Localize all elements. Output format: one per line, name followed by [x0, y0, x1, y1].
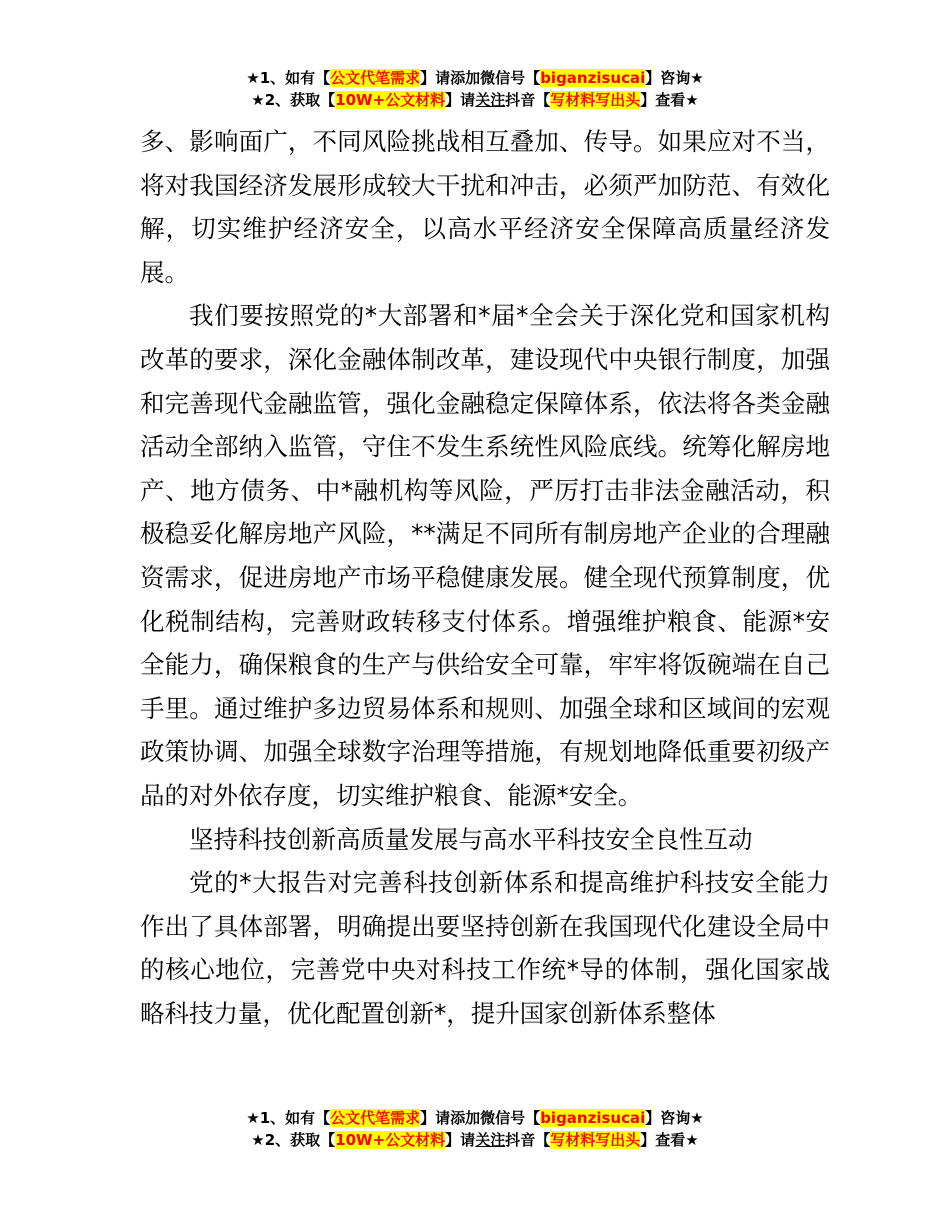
promo-text: 抖音【: [505, 1131, 551, 1149]
highlight-service: 公文代笔需求: [330, 69, 421, 87]
star-icon: ★: [685, 91, 699, 109]
promo-text: 抖音【: [505, 91, 551, 109]
section-heading-tech-security: 坚持科技创新高质量发展与高水平科技安全良性互动: [189, 824, 753, 854]
paragraph-tech-innovation: 党的*大报告对完善科技创新体系和提高维护科技安全能力作出了具体部署，明确提出要坚持创新在我国现代化建设全局中的核心地位，完善党中央对科技工作统*导的体制，强化国家战略科技力量，优化配置创新*，提升国家创新体系整体: [140, 868, 830, 1028]
highlight-service: 公文代笔需求: [330, 1109, 421, 1127]
promo-text: 1、如有【: [259, 1109, 331, 1127]
promo-text: 】请: [445, 1131, 476, 1149]
promo-text: 】咨询: [645, 69, 691, 87]
highlight-douyin-account: 写材料写出头: [550, 1131, 641, 1149]
highlight-wechat-id: biganzisucai: [540, 69, 646, 87]
star-icon: ★: [690, 69, 704, 87]
highlight-douyin-account: 写材料写出头: [550, 91, 641, 109]
promo-text: 】请添加微信号【: [420, 69, 541, 87]
star-icon: ★: [685, 1131, 699, 1149]
promo-text: 】咨询: [645, 1109, 691, 1127]
highlight-materials: 10W+公文材料: [335, 91, 446, 109]
star-icon: ★: [246, 1109, 260, 1127]
promo-text: 】请: [445, 91, 476, 109]
promo-line-2: [0, 89, 950, 111]
star-icon: ★: [246, 69, 260, 87]
paragraph-financial-reform: 我们要按照党的*大部署和*届*全会关于深化党和国家机构改革的要求，深化金融体制改革，建设现代中央银行制度，加强和完善现代金融监管，强化金融稳定保障体系，依法将各类金融活动全部纳入监管，守住不发生系统性风险底线。统筹化解房地产、地方债务、中*融机构等风险，严厉打击非法金融活动，积极稳妥化解房地产风险，**满足不同所有制房地产企业的合理融资需求，促进房地产市场平稳健康发展。健全现代预算制度，优化税制结构，完善财政转移支付体系。增强维护粮食、能源*安全能力，确保粮食的生产与供给安全可靠，牢牢将饭碗端在自己手里。通过维护多边贸易体系和规则、加强全球和区域间的宏观政策协调、加强全球数字治理等措施，有规划地降低重要初级产品的对外依存度，切实维护粮食、能源*安全。: [140, 301, 830, 810]
header-promo-banner: [0, 67, 950, 111]
footer-promo-banner: [0, 1107, 950, 1151]
promo-line-1: [0, 67, 950, 89]
promo-line-2: [0, 1129, 950, 1151]
promo-line-1: [0, 1107, 950, 1129]
follow-text: 关注: [475, 91, 506, 109]
highlight-materials: 10W+公文材料: [335, 1131, 446, 1149]
promo-text: 】查看: [640, 1131, 686, 1149]
promo-text: 】查看: [640, 91, 686, 109]
star-icon: ★: [251, 91, 265, 109]
promo-text: 2、获取【: [264, 91, 336, 109]
promo-text: 2、获取【: [264, 1131, 336, 1149]
document-body: [140, 120, 830, 1035]
follow-text: 关注: [475, 1131, 506, 1149]
promo-text: 】请添加微信号【: [420, 1109, 541, 1127]
paragraph-economic-security: 多、影响面广，不同风险挑战相互叠加、传导。如果应对不当，将对我国经济发展形成较大干扰和冲击，必须严加防范、有效化解，切实维护经济安全，以高水平经济安全保障高质量经济发展。: [140, 127, 830, 287]
highlight-wechat-id: biganzisucai: [540, 1109, 646, 1127]
star-icon: ★: [690, 1109, 704, 1127]
star-icon: ★: [251, 1131, 265, 1149]
promo-text: 1、如有【: [259, 69, 331, 87]
